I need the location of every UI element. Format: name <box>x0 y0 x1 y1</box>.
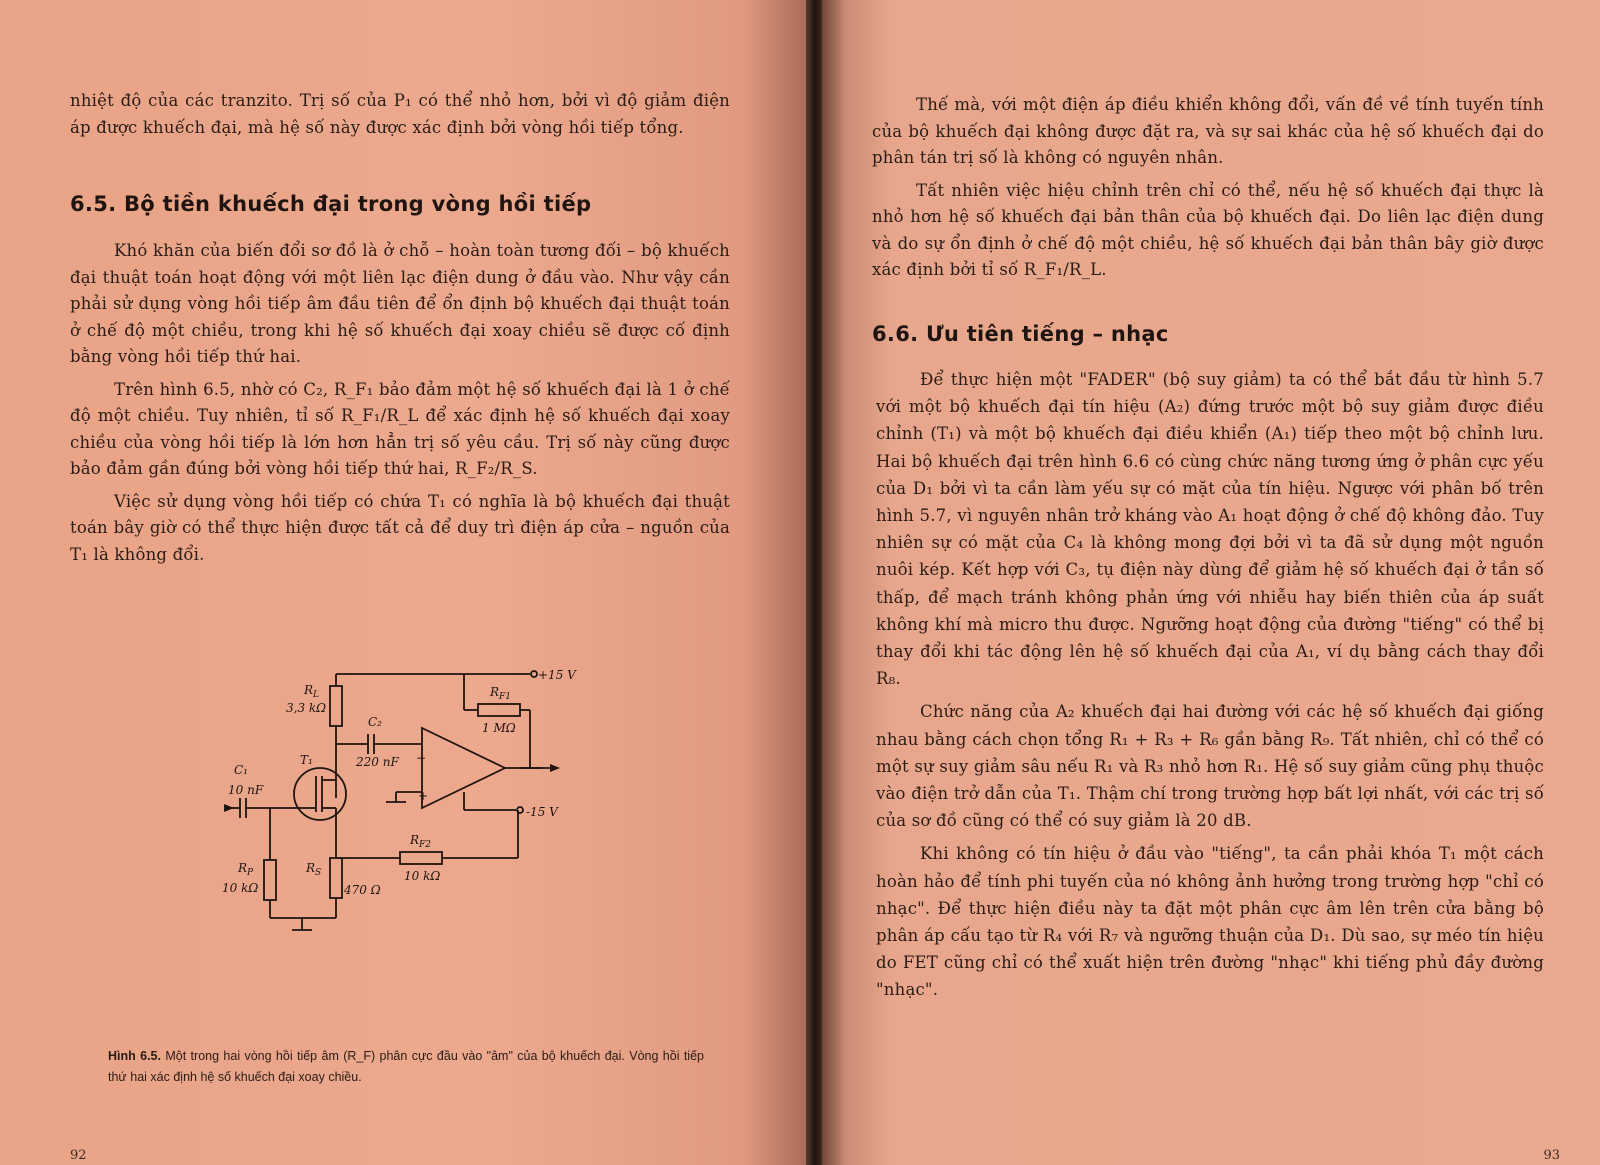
paragraph: Việc sử dụng vòng hồi tiếp có chứa T₁ có nghĩa là bộ khuếch đại thuật toán bây giờ có thể thực hiện được tất cả để duy trì điện áp cửa – nguồn của T₁ là không đổi. <box>70 491 730 564</box>
opamp-minus-sign: − <box>416 751 427 765</box>
c1-label: C₁ <box>234 763 248 777</box>
page-number-right: 93 <box>1543 1148 1560 1163</box>
rp-value: 10 kΩ <box>222 881 259 895</box>
caption-label: Hình 6.5. <box>108 1049 161 1063</box>
c2-label: C₂ <box>368 715 382 729</box>
rs-label: $R_S$ <box>306 861 322 878</box>
c2-value: 220 nF <box>356 755 399 769</box>
opamp-plus-sign: + <box>418 789 429 803</box>
t1-label: T₁ <box>300 753 313 767</box>
right-text-top <box>872 92 1544 284</box>
rf1-label: $R_{F1}$ <box>490 685 512 702</box>
intro-paragraph: nhiệt độ của các tranzito. Trị số của P₁ có thể nhỏ hơn, bởi vì độ giảm điện áp được khuếch đại, mà hệ số này được xác định bởi vòng hồi tiếp tổng. <box>70 91 730 137</box>
left-text-top <box>70 88 730 141</box>
vminus-label: -15 V <box>526 805 558 819</box>
rp-label: $R_P$ <box>238 861 254 878</box>
section-6-6 <box>872 322 1544 346</box>
page-number-left: 92 <box>70 1148 87 1163</box>
rl-value: 3,3 kΩ <box>286 701 327 715</box>
circuit-figure-6-5 <box>220 668 600 943</box>
section-heading: 6.6. Ưu tiên tiếng – nhạc <box>872 322 1169 346</box>
figure-caption <box>108 1046 704 1088</box>
paragraph: Khi không có tín hiệu ở đầu vào "tiếng", ta cần phải khóa T₁ một cách hoàn hảo để tính phi tuyến của nó không ảnh hưởng trong trường hợp "chỉ có nhạc". Để thực hiện điều này ta đặt một phân cực âm lên trên cửa bằng bộ phân áp cấu tạo từ R₄ với R₇ và ngưỡng thuận của D₁. Dù sao, sự méo tín hiệu do FET cũng chỉ có thể xuất hiện trên đường "nhạc" khi tiếng phủ đầy đường "nhạc". <box>876 844 1544 1000</box>
paragraph: Để thực hiện một "FADER" (bộ suy giảm) ta có thể bắt đầu từ hình 5.7 với một bộ khuếch đại tín hiệu (A₂) đứng trước một bộ suy giảm được điều chỉnh (T₁) và một bộ khuếch đại điều khiển (A₁) tiếp theo một bộ chỉnh lưu. Hai bộ khuếch đại trên hình 6.6 có cùng chức năng tương ứng ở phân cực yếu của D₁ bởi vì ta cần làm yếu sự có mặt của tín hiệu. Ngược với phân bố trên hình 5.7, vì nguyên nhân trở kháng vào A₁ hoạt động ở chế độ không đảo. Tuy nhiên sự có mặt của C₄ là không mong đợi bởi vì ta đã sử dụng một nguồn nuôi kép. Kết hợp với C₃, tụ điện này dùng để giảm hệ số khuếch đại ở tần số thấp, để mạch tránh không phản ứng với nhiễu hay biến thiên của áp suất không khí mà micro thu được. Ngưỡng hoạt động của đường "tiếng" có thể bị thay đổi khi tác động lên hệ số khuếch đại của A₁, ví dụ bằng cách thay đổi R₈. <box>876 370 1544 689</box>
section-heading: 6.5. Bộ tiền khuếch đại trong vòng hồi tiếp <box>70 192 592 216</box>
left-body <box>70 238 730 568</box>
right-body <box>876 366 1544 1004</box>
rf2-value: 10 kΩ <box>404 869 441 883</box>
c1-value: 10 nF <box>228 783 264 797</box>
paragraph: Tất nhiên việc hiệu chỉnh trên chỉ có thể, nếu hệ số khuếch đại thực là nhỏ hơn hệ số khuếch đại bản thân của bộ khuếch đại. Do liên lạc điện dung và do sự ổn định ở chế độ một chiều, hệ số khuếch đại bản thân bây giờ được xác định bởi tỉ số R_F₁/R_L. <box>872 180 1544 279</box>
rl-label: $R_L$ <box>304 683 320 700</box>
right-page <box>822 0 1600 1165</box>
vplus-label: +15 V <box>538 668 576 682</box>
section-6-5 <box>70 192 730 216</box>
paragraph: Trên hình 6.5, nhờ có C₂, R_F₁ bảo đảm một hệ số khuếch đại là 1 ở chế độ một chiều. Tuy nhiên, tỉ số R_F₁/R_L để xác định hệ số khuếch đại xoay chiều của vòng hồi tiếp là lớn hơn hẳn trị số yêu cầu. Trị số này cũng được bảo đảm gần đúng bởi vòng hồi tiếp thứ hai, R_F₂/R_S. <box>70 379 730 478</box>
rs-value: 470 Ω <box>344 883 381 897</box>
rf1-value: 1 MΩ <box>482 721 516 735</box>
rf2-label: $R_{F2}$ <box>410 833 432 850</box>
paragraph: Thế mà, với một điện áp điều khiển không đổi, vấn đề về tính tuyến tính của bộ khuếch đại không được đặt ra, và sự sai khác của hệ số khuếch đại do phân tán trị số là không có nguyên nhân. <box>872 95 1544 167</box>
paragraph: Khó khăn của biến đổi sơ đồ là ở chỗ – hoàn toàn tương đối – bộ khuếch đại thuật toán hoạt động với một liên lạc điện dung ở đầu vào. Như vậy cần phải sử dụng vòng hồi tiếp âm đầu tiên để ổn định bộ khuếch đại thuật toán ở chế độ một chiều, trong khi hệ số khuếch đại xoay chiều sẽ được cố định bằng vòng hồi tiếp thứ hai. <box>70 241 730 366</box>
paragraph: Chức năng của A₂ khuếch đại hai đường với các hệ số khuếch đại giống nhau bằng cách chọn tổng R₁ + R₃ + R₆ gần bằng R₉. Tất nhiên, chỉ có thể có một sự suy giảm sâu nếu R₁ và R₃ nhỏ hơn R₁. Hệ số suy giảm cũng phụ thuộc vào điện trở dẫn của T₁. Thậm chí trong trường hợp bất lợi nhất, với các trị số của sơ đồ cũng có thể có suy giảm là 20 dB. <box>876 702 1544 831</box>
caption-text: Một trong hai vòng hồi tiếp âm (R_F) phân cực đầu vào "âm" của bộ khuếch đại. Vòng hồi tiếp thứ hai xác định hệ số khuếch đại xoay chiều. <box>108 1049 704 1084</box>
